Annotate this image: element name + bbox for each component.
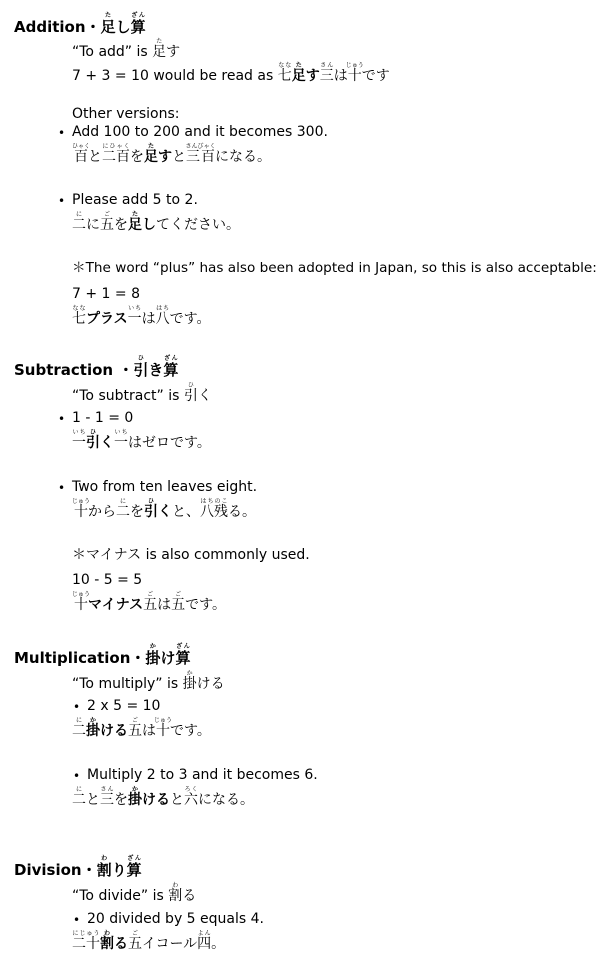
- jp-segment: 三百さんびゃく: [185, 143, 216, 165]
- multiplication-e1-jp: [72, 717, 211, 738]
- division-heading-kanji-a: 割わ: [96, 855, 112, 879]
- addition-heading-kanji-c: 算ざん: [130, 12, 146, 36]
- jp-segment: し: [142, 217, 156, 233]
- jp-segment: 引ひ: [86, 429, 100, 451]
- jp-segment: 五ご: [128, 717, 142, 739]
- multiplication-heading-kana: け: [160, 649, 176, 667]
- jp-segment: 二十にじゅう: [72, 930, 100, 952]
- jp-segment: 三さん: [100, 786, 114, 808]
- jp-segment: を: [130, 149, 144, 165]
- heading-separator: ・: [118, 361, 134, 379]
- addition-example-jp: [277, 62, 390, 84]
- subtraction-e2-jp: [72, 498, 256, 519]
- jp-segment: 六ろく: [184, 786, 198, 808]
- multiplication-heading-kanji-a: 掛か: [145, 643, 161, 667]
- subtraction-heading-kanji-c: 算ざん: [163, 355, 179, 379]
- jp-segment: と: [172, 149, 186, 165]
- addition-heading: [14, 12, 146, 35]
- multiplication-heading-en: Multiplication: [14, 649, 131, 667]
- jp-segment: を: [114, 217, 128, 233]
- jp-segment: 足た: [144, 143, 158, 165]
- jp-segment: 足た: [291, 62, 306, 84]
- multiplication-def-kanji: 掛か: [182, 670, 197, 692]
- jp-segment: 一いち: [72, 429, 86, 451]
- division-def-kanji: 割わ: [168, 882, 183, 904]
- division-heading-kanji-c: 算ざん: [126, 855, 142, 879]
- jp-segment: 引ひ: [144, 498, 158, 520]
- division-definition: [72, 882, 196, 903]
- bullet: •: [58, 412, 66, 426]
- jp-segment: す: [158, 149, 172, 165]
- jp-segment: ける: [142, 792, 170, 808]
- addition-plus-note: ＊The word “plus” has also been adopted in Japan, so this is also acceptable:: [72, 260, 597, 276]
- division-def-suffix: る: [182, 888, 197, 904]
- jp-segment: を: [130, 504, 144, 520]
- jp-segment: 十じゅう: [72, 498, 91, 520]
- jp-segment: はゼロです。: [128, 435, 211, 451]
- jp-segment: 一いち: [127, 305, 142, 327]
- subtraction-def-suffix: く: [197, 388, 212, 404]
- subtraction-heading-en: Subtraction: [14, 361, 114, 379]
- bullet: •: [73, 913, 81, 927]
- subtraction-e1-en: 1 - 1 = 0: [72, 410, 134, 426]
- division-heading-en: Division: [14, 861, 82, 879]
- jp-segment: は: [333, 68, 348, 84]
- jp-segment: と: [88, 149, 102, 165]
- jp-segment: になる。: [215, 149, 272, 165]
- jp-segment: る: [114, 936, 128, 952]
- addition-plus-jp: [72, 305, 210, 326]
- jp-segment: 一いち: [114, 429, 128, 451]
- jp-segment: から: [88, 504, 116, 520]
- multiplication-e2-en: Multiply 2 to 3 and it becomes 6.: [87, 767, 318, 783]
- jp-segment: す: [305, 68, 320, 84]
- division-e1-en: 20 divided by 5 equals 4.: [87, 911, 264, 927]
- heading-separator: ・: [85, 18, 101, 36]
- jp-segment: 八残はちのこ: [200, 498, 228, 520]
- jp-segment: ける: [100, 723, 128, 739]
- jp-segment: る。: [228, 504, 256, 520]
- jp-segment: 五ご: [128, 930, 142, 952]
- jp-segment: く: [100, 435, 114, 451]
- jp-segment: です: [361, 68, 390, 84]
- jp-segment: 掛か: [86, 717, 100, 739]
- subtraction-minus-jp: [72, 591, 226, 612]
- subtraction-heading: [14, 355, 178, 378]
- subtraction-definition: [72, 382, 212, 403]
- jp-segment: です。: [169, 311, 211, 327]
- heading-separator: ・: [81, 861, 97, 879]
- addition-v2-en: Please add 5 to 2.: [72, 192, 198, 208]
- jp-segment: 十じゅう: [345, 62, 364, 84]
- subtraction-e1-jp: [72, 429, 211, 450]
- bullet: •: [58, 194, 66, 208]
- jp-segment: 二に: [116, 498, 130, 520]
- jp-segment: 足た: [128, 211, 142, 233]
- jp-segment: は: [157, 597, 172, 613]
- jp-segment: 十じゅう: [72, 591, 91, 613]
- jp-segment: 百ひゃく: [72, 143, 91, 165]
- multiplication-e1-en: 2 x 5 = 10: [87, 698, 161, 714]
- jp-segment: を: [114, 792, 128, 808]
- jp-segment: 五ご: [100, 211, 114, 233]
- jp-segment: は: [141, 311, 156, 327]
- division-heading: [14, 855, 142, 878]
- addition-heading-kana: し: [115, 18, 131, 36]
- subtraction-def-kanji: 引ひ: [183, 382, 198, 404]
- jp-segment: 七なな: [277, 62, 292, 84]
- jp-segment: プラス: [86, 311, 128, 327]
- jp-segment: 二に: [72, 786, 86, 808]
- jp-segment: 四よん: [197, 930, 212, 952]
- bullet: •: [73, 700, 81, 714]
- addition-example: [72, 62, 390, 83]
- subtraction-minus-note: ＊マイナス is also commonly used.: [72, 547, 310, 563]
- jp-segment: マイナス: [88, 597, 144, 613]
- jp-segment: てください。: [156, 217, 240, 233]
- multiplication-heading: [14, 643, 190, 666]
- multiplication-heading-kanji-c: 算ざん: [175, 643, 191, 667]
- jp-segment: と: [170, 792, 184, 808]
- addition-def-kanji: 足た: [152, 38, 167, 60]
- addition-heading-kanji-a: 足た: [100, 12, 116, 36]
- jp-segment: は: [142, 723, 156, 739]
- bullet: •: [58, 126, 66, 140]
- jp-segment: 八はち: [155, 305, 170, 327]
- subtraction-e2-en: Two from ten leaves eight.: [72, 479, 258, 495]
- subtraction-heading-kana: き: [148, 361, 164, 379]
- jp-segment: 五ご: [171, 591, 186, 613]
- multiplication-e2-jp: [72, 786, 254, 807]
- jp-segment: になる。: [198, 792, 254, 808]
- division-heading-kana: り: [111, 861, 127, 879]
- multiplication-definition: [72, 670, 225, 691]
- jp-segment: 二に: [72, 717, 86, 739]
- subtraction-minus-equation: 10 - 5 = 5: [72, 572, 143, 588]
- jp-segment: です。: [185, 597, 227, 613]
- jp-segment: と: [86, 792, 100, 808]
- multiplication-def-suffix: ける: [196, 676, 225, 692]
- jp-segment: 十じゅう: [154, 717, 173, 739]
- jp-segment: 。: [211, 936, 226, 952]
- addition-v1-jp: [72, 143, 271, 164]
- jp-segment: 三さん: [319, 62, 334, 84]
- jp-segment: に: [86, 217, 100, 233]
- jp-segment: 二に: [72, 211, 86, 233]
- addition-v2-jp: [72, 211, 240, 232]
- addition-heading-en: Addition: [14, 18, 86, 36]
- division-e1-jp: [72, 930, 225, 951]
- jp-segment: です。: [170, 723, 211, 739]
- heading-separator: ・: [130, 649, 146, 667]
- addition-def-prefix: “To add” is: [72, 44, 153, 60]
- addition-other-versions: Other versions:: [72, 106, 180, 122]
- subtraction-heading-kanji-a: 引ひ: [133, 355, 149, 379]
- jp-segment: 七なな: [72, 305, 86, 327]
- addition-example-en: 7 + 3 = 10 would be read as: [72, 68, 278, 84]
- addition-plus-equation: 7 + 1 = 8: [72, 286, 140, 302]
- jp-segment: 五ご: [143, 591, 158, 613]
- jp-segment: 掛か: [128, 786, 142, 808]
- jp-segment: く: [158, 504, 172, 520]
- division-def-prefix: “To divide” is: [72, 888, 169, 904]
- jp-segment: イコール: [142, 936, 198, 952]
- subtraction-def-prefix: “To subtract” is: [72, 388, 184, 404]
- multiplication-def-prefix: “To multiply” is: [72, 676, 183, 692]
- bullet: •: [73, 769, 81, 783]
- jp-segment: 割わ: [100, 930, 114, 952]
- jp-segment: 二百にひゃく: [102, 143, 130, 165]
- addition-definition: [72, 38, 180, 59]
- bullet: •: [58, 481, 66, 495]
- addition-v1-en: Add 100 to 200 and it becomes 300.: [72, 124, 328, 140]
- addition-def-suffix: す: [166, 44, 181, 60]
- jp-segment: と、: [172, 504, 200, 520]
